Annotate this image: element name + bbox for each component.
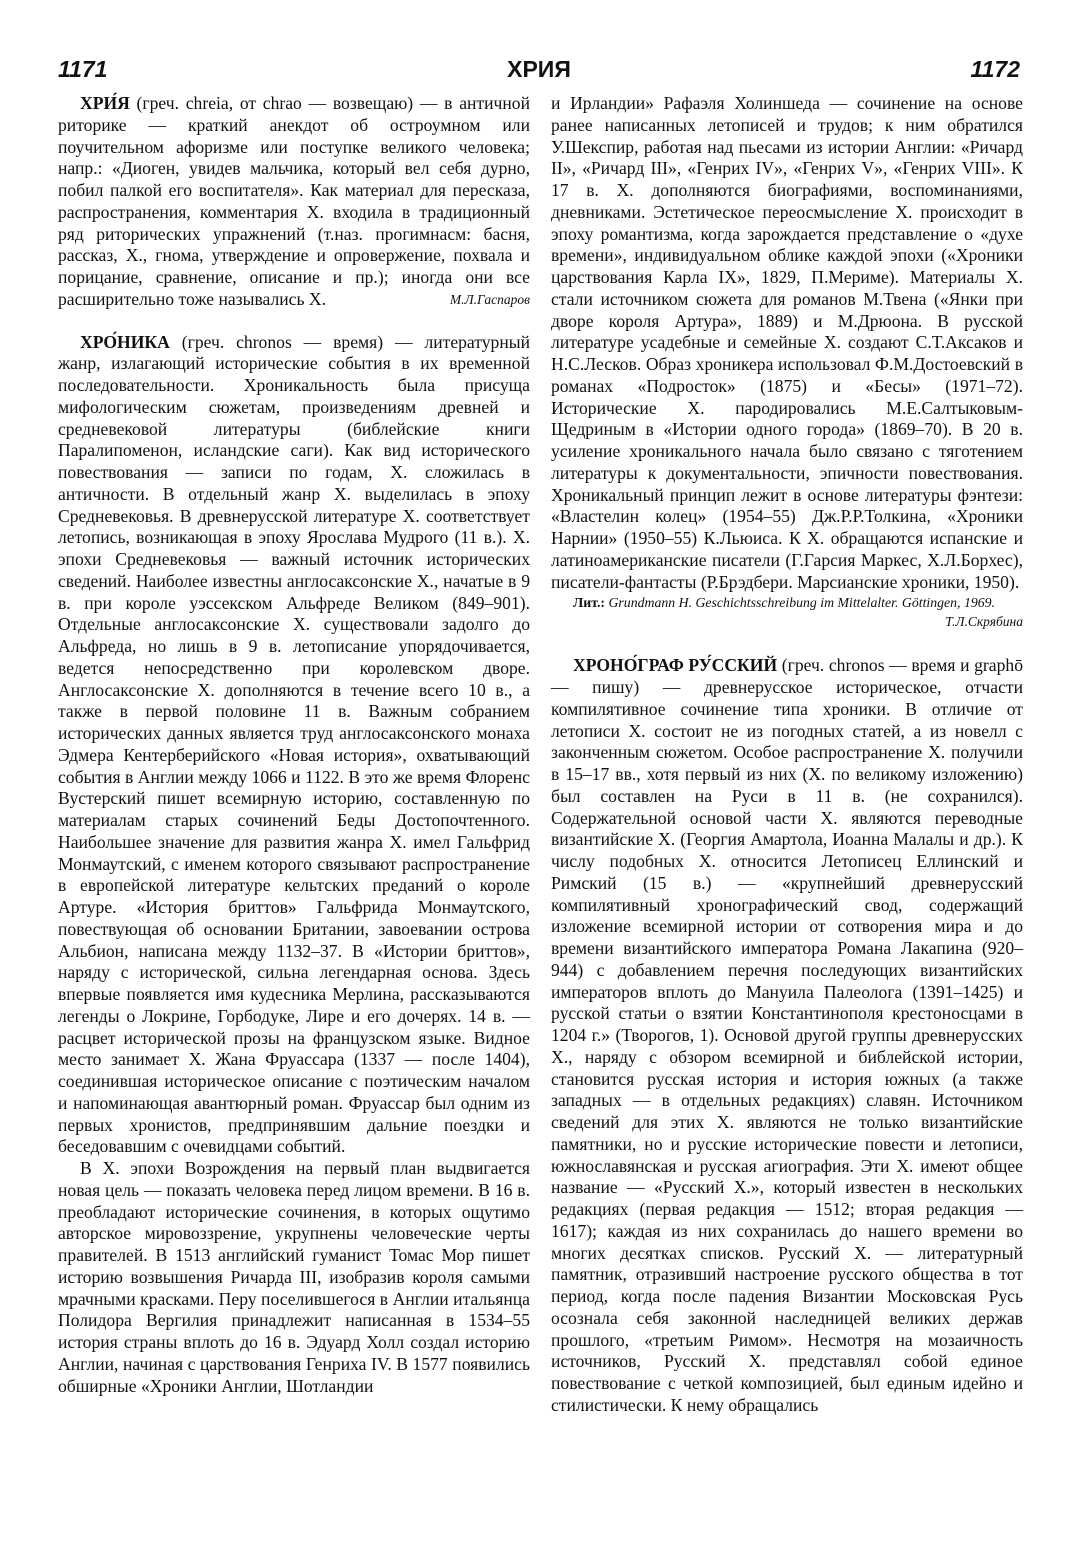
entry-text: (греч. chronos — время и graphō — пишу) — древнерусское историческое, отчасти компилятивное сочинение типа хроники. В отличие от летописи Х. состоит не из погодных статей, а из новелл с законченным сюжетом. Особое распространение Х. получили в 15–17 вв., хотя первый из них (Х. по великому изложению) был составлен на Руси в 11 в. (не сохранился). Содержательной основой части Х. являются переводные византийские Х. (Георгия Амартола, Иоанна Малалы и др.). К числу подобных Х. относится Летописец Еллинский и Римский (15 в.) — «крупнейший древнерусский компилятивный хронографический свод, содержащий изложение всемирной истории от сотворения мира и до времени византийского императора Романа Лакапина (920–944) с добавлением перечня последующих византийских императоров вплоть до Мануила Палеолога (1391–1425) и русской статьи о взятии Константинополя крестоносцами в 1204 г.» (Творогов, 1). Основой другой группы древнерусских Х., наряду с обзором всемирной и библейской истории, становится русская история и история южных (а также западных — в отдельных редакциях) славян. Источником сведений для этих Х. являются не только византийские памятники, но и русские исторические повести и летописи, южнославянская и русская агиография. Эти Х. имеют общее название — «Русский Х.», который известен в нескольких редакциях (первая редакция — 1512; вторая редакция — 1617); каждая из них сохранилась до нашего времени во многих десятках списков. Русский Х. — литературный памятник, отразивший настроение русского общества в тот период, когда после падения Византии Московская Русь осознала себя законной наследницей великих держав прошлого, «третьим Римом». Несмотря на мозаичность источников, Русский Х. представлял собой единое повествование с четкой композицией, был единым идейно и стилистически. К нему обращались [551,655,1023,1415]
entry-term: ХРИ́Я [80,93,130,113]
column-left [58,93,530,1397]
column-right [551,93,1023,1417]
literature-reference [551,593,1023,631]
running-title: ХРИЯ [507,56,571,82]
page-header [58,52,1020,92]
entry-term: ХРО́НИКА [80,331,170,352]
author-signature: Т.Л.Скрябина [945,614,1023,630]
entry-khronograf [551,655,1023,1416]
entry-text: (греч. chreia, от chrao — возвещаю) — в античной риторике — краткий анекдот об остроумном или поучительном афоризме или поступке великого человека; напр.: «Диоген, увидев мальчика, который вел себя дурно, побил палкой его воспитателя». Как материал для пересказа, распространения, комментария Х. входила в традиционный ряд риторических упражнений (т.наз. прогимнасм: басня, рассказ, Х., гнома, утверждение и опровержение, похвала и порицание, сравнение, описание и пр.); иногда они все расширительно тоже назывались Х. [58,93,530,309]
entry-separator [58,311,530,332]
entry-khronika-para2: В Х. эпохи Возрождения на первый план выдвигается новая цель — показать человека перед лицом времени. В 16 в. преобладают исторические сочинения, в которых ощутимо авторское мировоззрение, укрупнены человеческие черты правителей. В 1513 английский гуманист Томас Мор пишет историю возвышения Ричарда III, изобразив короля самыми мрачными красками. Перу поселившегося в Англии итальянца Полидора Вергилия принадлежит написанная в 1534–55 история страны вплоть до 16 в. Эдуард Холл создал историю Англии, начиная с царствования Генриха IV. В 1577 появились обширные «Хроники Англии, Шотландии [58,1158,530,1396]
entry-separator [551,631,1023,655]
literature-label: Лит.: [573,595,606,611]
entry-khronika [58,332,530,1159]
entry-text: (греч. chronos — время) — литературный жанр, излагающий исторические события в их временной последовательности. Хроникальность была присуща мифологическим сюжетам, произведениям древней и средневековой литературы (библейские книги Паралипоменон, исландские саги). Как вид исторического повествования — записи по годам, Х. сложилась в античности. В отдельный жанр Х. выделилась в эпоху Средневековья. В древнерусской литературе Х. соответствует летопись, возникающая в эпоху Ярослава Мудрого (11 в.). Х. эпохи Средневековья — важный источник исторических сведений. Наиболее известны англосаксонские Х., начатые в 9 в. при короле уэссекском Альфреде Великом (849–901). Отдельные англосаксонские Х. существовали задолго до Альфреда, но лишь в 9 в. летописание упорядочивается, ведется непосредственно при королевском дворе. Англосаксонские Х. дополняются в течение всего 10 в., а также в первой половине 11 в. Важным собранием исторических данных является труд англосаксонского монаха Эдмера Кентерберийского «Новая история», охватывающий события в Англии между 1066 и 1122. В это же время Флоренс Вустерский пишет всемирную историю, составленную по материалам старых сочинений Беды Достопочтенного. Наибольшее значение для развития жанра Х. имел Гальфрид Монмаутский, с именем которого связывают распространение в европейской литературе кельтских преданий о короле Артуре. «История бриттов» Гальфрида Монмаутского, повествующая об основании Британии, завоевании острова Альбион, написана между 1132–37. В «Истории бриттов», наряду с исторической, сильна легендарная основа. Здесь впервые появляется имя кудесника Мерлина, рассказываются легенды о Локрине, Горбодуке, Лире и его дочерях. 14 в. — расцвет исторической прозы на французском языке. Видное место занимает Х. Жана Фруассара (1337 — после 1404), соединившая историческое описание с поэтическим началом и напоминающая авантюрный роман. Фруассар был одним из первых хронистов, предпринявшим дальние поездки и беседовавшим с очевидцами событий. [58,331,530,1157]
entry-khriya [58,93,530,311]
entry-term: ХРОНО́ГРАФ РУ́ССКИЙ [573,655,778,676]
entry-khronika-continued: и Ирландии» Рафаэля Холиншеда — сочинение на основе ранее написанных летописей и трудов; к ним обратился У.Шекспир, работая над пьесами из истории Англии: «Ричард II», «Ричард III», «Генрих IV», «Генрих V», «Генрих VIII». К 17 в. Х. дополняются биографиями, воспоминаниями, дневниками. Эстетическое переосмысление Х. происходит в эпоху романтизма, когда зарождается представление о «духе времени», индивидуальном облике каждой эпохи («Хроники царствования Карла IX», 1829, П.Мериме). Материалы Х. стали источником сюжета для романов М.Твена («Янки при дворе короля Артура», 1889) и М.Дрюона. В русской литературе усадебные и семейные Х. создают С.Т.Аксаков и Н.С.Лесков. Образ хроникера использовал Ф.М.Достоевский в романах «Подросток» (1875) и «Бесы» (1971–72). Исторические Х. пародировались М.Е.Салтыковым-Щедриным в «Истории одного города» (1869–70). В 20 в. усиление хроникального начала было связано с тяготением литературы к документальности, эпичности повествования. Хроникальный принцип лежит в основе литературы фэнтези: «Властелин колец» (1954–55) Дж.Р.Р.Толкина, «Хроники Нарнии» (1950–55) К.Льюиса. К Х. обращаются испанские и латиноамериканские писатели (Г.Гарсия Маркес, Х.Л.Борхес), писатели-фантасты (Р.Брэдбери. Марсианские хроники, 1950). [551,93,1023,592]
page-number-left: 1171 [58,56,108,82]
page-number-right: 1172 [970,56,1020,82]
literature-text: Grundmann H. Geschichtsschreibung im Mittelalter. Göttingen, 1969. [605,595,995,611]
author-signature: М.Л.Гаспаров [449,291,530,307]
